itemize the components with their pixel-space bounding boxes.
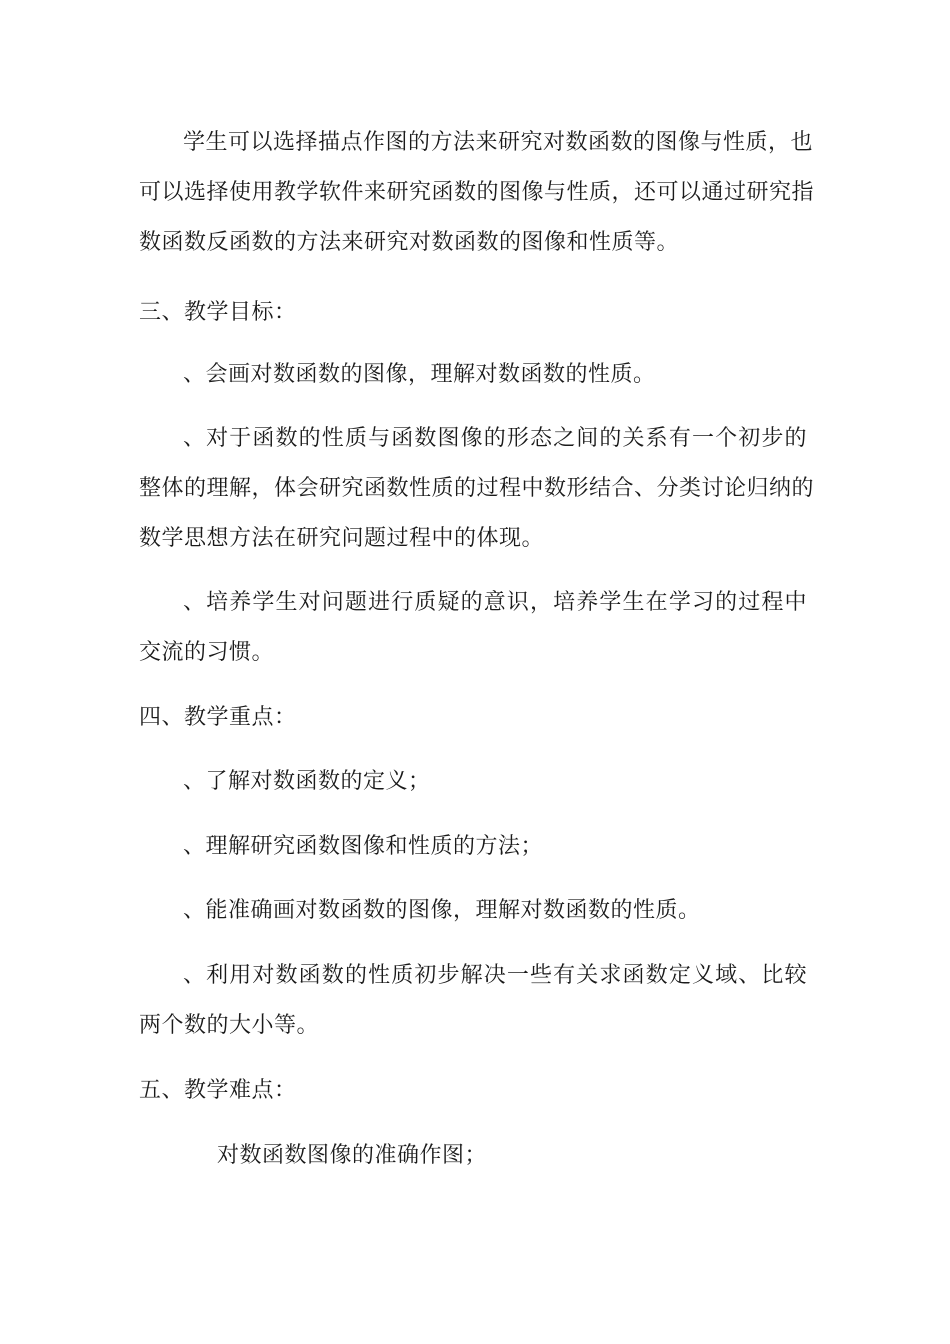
paragraph-intro-line-1: 学生可以选择描点作图的方法来研究对数函数的图像与性质，也 bbox=[183, 130, 814, 155]
paragraph-intro-line-2: 可以选择使用教学软件来研究函数的图像与性质，还可以通过研究指 bbox=[139, 180, 815, 205]
heading-teaching-difficulty: 五、教学难点： bbox=[139, 1078, 297, 1103]
heading-teaching-goals: 三、教学目标： bbox=[139, 300, 297, 325]
focus-item-4-line-1: 、利用对数函数的性质初步解决一些有关求函数定义域、比较 bbox=[183, 963, 807, 988]
focus-item-1: 、了解对数函数的定义； bbox=[183, 769, 431, 794]
goal-item-3-line-1: 、培养学生对问题进行质疑的意识，培养学生在学习的过程中 bbox=[183, 590, 807, 615]
heading-teaching-focus: 四、教学重点： bbox=[139, 705, 297, 730]
goal-item-2-line-1: 、对于函数的性质与函数图像的形态之间的关系有一个初步的 bbox=[183, 426, 807, 451]
paragraph-intro-line-3: 数函数反函数的方法来研究对数函数的图像和性质等。 bbox=[139, 230, 680, 255]
goal-item-2-line-2: 整体的理解，体会研究函数性质的过程中数形结合、分类讨论归纳的 bbox=[139, 476, 815, 501]
focus-item-4-line-2: 两个数的大小等。 bbox=[139, 1013, 320, 1038]
goal-item-3-line-2: 交流的习惯。 bbox=[139, 640, 275, 665]
goal-item-2-line-3: 数学思想方法在研究问题过程中的体现。 bbox=[139, 526, 545, 551]
focus-item-2: 、理解研究函数图像和性质的方法； bbox=[183, 834, 544, 859]
focus-item-3: 、能准确画对数函数的图像，理解对数函数的性质。 bbox=[183, 898, 701, 923]
difficulty-item-1: 对数函数图像的准确作图； bbox=[217, 1143, 488, 1168]
goal-item-1: 、会画对数函数的图像，理解对数函数的性质。 bbox=[183, 362, 656, 387]
